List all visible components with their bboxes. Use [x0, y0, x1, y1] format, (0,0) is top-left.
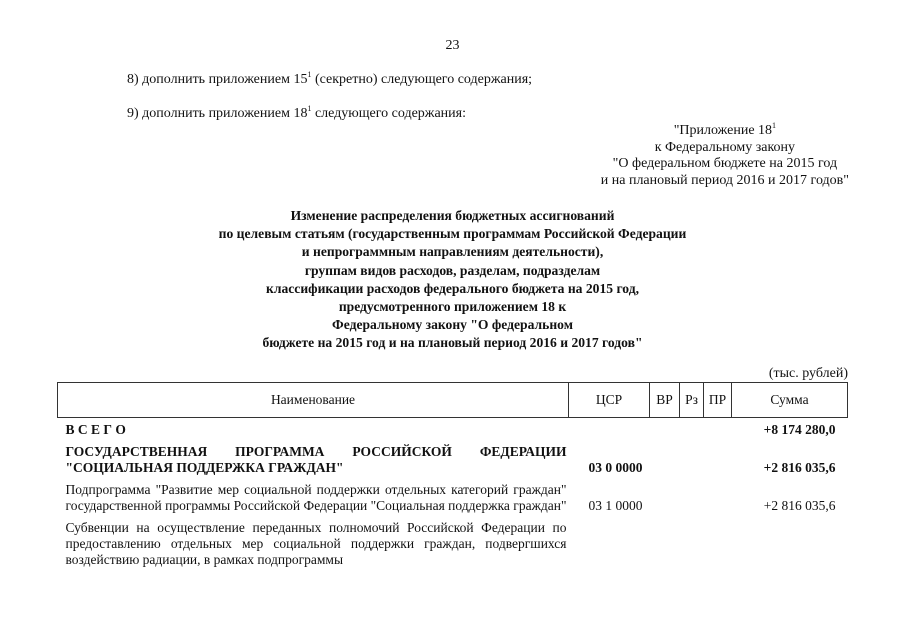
column-header-pr: ПР — [704, 383, 732, 418]
column-header-sum: Сумма — [732, 383, 848, 418]
row-csr: 03 0 0000 — [588, 460, 643, 475]
table-row-total — [58, 418, 848, 441]
row-rz — [680, 440, 704, 478]
column-header-csr: ЦСР — [569, 383, 650, 418]
table-row — [58, 440, 848, 478]
amendment-text-suffix: (секретно) следующего содержания; — [311, 72, 533, 87]
row-pr — [704, 478, 732, 516]
amendment-superscript: 1 — [307, 104, 312, 113]
row-name: В С Е Г О — [65, 422, 126, 437]
column-header-rz: Рз — [680, 383, 704, 418]
row-vr — [650, 440, 680, 478]
row-sum: +8 174 280,0 — [763, 422, 836, 437]
table-row — [58, 516, 848, 570]
row-name: ГОСУДАРСТВЕННАЯ ПРОГРАММА РОССИЙСКОЙ ФЕДЕРАЦИИ "СОЦИАЛЬНАЯ ПОДДЕРЖКА ГРАЖДАН" — [65, 444, 567, 475]
row-csr — [569, 418, 650, 441]
appendix-header-line: и на плановый период 2016 и 2017 годов" — [600, 172, 849, 188]
row-sum: +2 816 035,6 — [763, 498, 836, 513]
amendment-superscript: 1 — [307, 70, 312, 79]
table-row — [58, 478, 848, 516]
appendix-header-line — [601, 123, 849, 140]
row-name: Субвенции на осуществление переданных полномочий Российской Федерации по предоставлению отдельных мер социальной поддержки граждан, подвергшихся воздействию радиации, в рамках подпрограммы — [65, 520, 567, 567]
appendix-header — [601, 123, 849, 189]
row-sum — [732, 516, 848, 570]
title-line: предусмотренного приложением 18 к — [338, 299, 567, 315]
row-rz — [680, 478, 704, 516]
row-vr — [650, 516, 680, 570]
row-pr — [704, 418, 732, 441]
table-header-row — [58, 383, 848, 418]
column-header-name: Наименование — [58, 383, 569, 418]
title-line: классификации расходов федерального бюджета на 2015 год, — [266, 280, 639, 296]
row-rz — [680, 418, 704, 441]
row-sum: +2 816 035,6 — [763, 460, 836, 475]
column-header-vr: ВР — [650, 383, 680, 418]
row-pr — [704, 516, 732, 570]
title-line: и непрограммным направлениям деятельности), — [301, 244, 604, 260]
amendment-text-suffix: следующего содержания: — [311, 106, 466, 121]
row-csr: 03 1 0000 — [588, 498, 643, 513]
row-vr — [650, 418, 680, 441]
row-rz — [680, 516, 704, 570]
appendix-header-line: "О федеральном бюджете на 2015 год — [612, 156, 838, 171]
units-label: (тыс. рублей) — [768, 366, 848, 381]
appendix-superscript: 1 — [772, 121, 777, 130]
title-line: по целевым статьям (государственным программам Российской Федерации — [218, 226, 687, 242]
row-csr — [569, 516, 650, 570]
amendment-text: 9) дополнить приложением 18 — [127, 106, 308, 121]
title-line: Федеральному закону "О федеральном — [332, 317, 573, 333]
row-pr — [704, 440, 732, 478]
row-name: Подпрограмма "Развитие мер социальной поддержки отдельных категорий граждан" государственной программы Российской Федерации "Социальная поддержка граждан" — [65, 482, 567, 513]
appendix-header-line: к Федеральному закону — [654, 139, 796, 155]
title-line: Изменение распределения бюджетных ассигнований — [290, 208, 615, 223]
amendment-item-8 — [127, 72, 532, 88]
appendix-title: "Приложение 18 — [673, 123, 773, 138]
amendment-item-9 — [127, 106, 466, 122]
row-vr — [650, 478, 680, 516]
page-number: 23 — [445, 38, 460, 53]
budget-table — [57, 382, 848, 570]
amendment-text: 8) дополнить приложением 15 — [127, 72, 308, 87]
title-line: группам видов расходов, разделам, подразделам — [304, 262, 601, 278]
title-line: бюджете на 2015 год и на плановый период 2016 и 2017 годов" — [262, 335, 643, 351]
document-title — [0, 207, 905, 353]
